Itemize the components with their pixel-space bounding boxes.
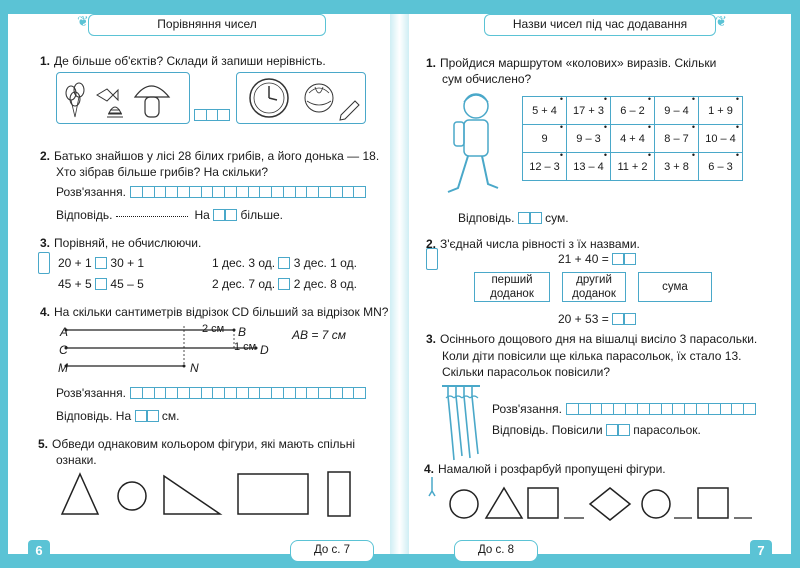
book-spine: [390, 14, 409, 554]
grid-cell[interactable]: 5 + 4 •: [523, 97, 567, 125]
reference-tab-right: До с. 8: [454, 540, 538, 562]
compare-box[interactable]: [95, 278, 107, 290]
grid-cell[interactable]: 10 – 4 •: [699, 125, 743, 153]
pencil-icon: [425, 476, 439, 498]
solution-label: Розв'язання.: [492, 402, 562, 416]
square-shape: [698, 488, 728, 518]
answer-box[interactable]: [624, 313, 636, 325]
solution-cells-task4[interactable]: [130, 387, 366, 399]
equation-2: 20 + 53 =: [558, 310, 636, 328]
grid-row: [523, 153, 743, 181]
tall-rectangle-shape: [328, 472, 350, 516]
grid-cell[interactable]: 6 – 2 •: [611, 97, 655, 125]
square-shape: [528, 488, 558, 518]
page-number-left: 6: [28, 540, 50, 562]
point-b: B: [238, 325, 247, 339]
right-page-title: ❦ Назви чисел під час додавання: [484, 14, 716, 36]
left-task3: 3. Порівняй, не обчислюючи.: [40, 236, 202, 250]
solution-cells-task3[interactable]: [566, 403, 756, 415]
solution-label: Розв'язання.: [56, 185, 126, 199]
right-task4: 4. Намалюй і розфарбуй пропущені фігури.: [424, 462, 666, 476]
left-task5-line2: ознаки.: [56, 453, 97, 467]
expressions-grid: [522, 96, 743, 181]
point-d: D: [260, 343, 269, 357]
grid-cell[interactable]: 12 – 3 •: [523, 153, 567, 181]
umbrellas-hanger-icon: [440, 382, 482, 462]
name-box-sum[interactable]: сума: [638, 272, 712, 302]
task-badge-icon: [426, 248, 438, 270]
reference-tab-left: До с. 7: [290, 540, 374, 562]
compare-box[interactable]: [95, 257, 107, 269]
grid-row: [523, 125, 743, 153]
left-task2-line2: Хто зібрав більше грибів? На скільки?: [56, 165, 269, 179]
right-triangle-shape: [164, 476, 220, 514]
grid-cell[interactable]: 6 – 3 •: [699, 153, 743, 181]
name-box-second-addend[interactable]: другий доданок: [562, 272, 626, 302]
scroll-ornament-icon: ❦: [77, 13, 89, 29]
triangle-shape: [486, 488, 522, 518]
grid-cell[interactable]: 9 – 3 •: [567, 125, 611, 153]
left-task4: 4. На скільки сантиметрів відрізок CD більший за відрізок MN?: [40, 305, 389, 319]
given-ab: AB = 7 см: [292, 328, 346, 342]
answer-box[interactable]: [530, 212, 542, 224]
picture-frame-right: [236, 72, 366, 124]
grid-cell[interactable]: 9 – 4 •: [655, 97, 699, 125]
segment-label-2cm: 2 см: [202, 323, 225, 335]
grid-cell[interactable]: 1 + 9 •: [699, 97, 743, 125]
right-task1-line1: 1. Пройдися маршрутом «колових» виразів. Скільки: [426, 56, 717, 70]
scroll-ornament-icon: ❦: [715, 13, 727, 29]
grid-cell[interactable]: 3 + 8 •: [655, 153, 699, 181]
right-task3-line1: 3. Осіннього дощового дня на вішалці висіло 3 парасольки.: [426, 332, 758, 346]
answer-box[interactable]: [612, 253, 624, 265]
shapes-row-right: [446, 482, 766, 522]
solution-cells-task2[interactable]: [130, 186, 366, 198]
page-number-right: 7: [750, 540, 772, 562]
inequality-cells-1[interactable]: [194, 109, 230, 121]
answer-box[interactable]: [147, 410, 159, 422]
point-n: N: [190, 361, 199, 375]
compare-box[interactable]: [278, 257, 290, 269]
grid-cell[interactable]: 13 – 4 •: [567, 153, 611, 181]
equation-1: 21 + 40 =: [558, 250, 636, 268]
compare-row-1: 20 + 1 30 + 1: [58, 256, 145, 270]
grid-cell[interactable]: 4 + 4 •: [611, 125, 655, 153]
left-task2-line1: 2. Батько знайшов у лісі 28 білих грибів, а його донька — 18.: [40, 149, 380, 163]
answer-box[interactable]: [606, 424, 618, 436]
clock-cabbage-pencil-icon: [237, 73, 367, 125]
diamond-shape: [590, 488, 630, 520]
rectangle-shape: [238, 474, 308, 514]
answer-blank[interactable]: [116, 216, 188, 217]
compare-box[interactable]: [278, 278, 290, 290]
answer-box[interactable]: [225, 209, 237, 221]
point-a: A: [60, 325, 69, 339]
left-task1: 1. Де більше об'єктів? Склади й запиши нерівність.: [40, 54, 326, 68]
point-c: C: [59, 343, 68, 357]
grid-cell[interactable]: 9 •: [523, 125, 567, 153]
task-badge-icon: [38, 252, 50, 274]
grid-row: [523, 97, 743, 125]
grid-cell[interactable]: 11 + 2 •: [611, 153, 655, 181]
answer-box[interactable]: [518, 212, 530, 224]
left-page-title: ❦ Порівняння чисел: [88, 14, 326, 36]
grid-cell[interactable]: 17 + 3 •: [567, 97, 611, 125]
segment-label-1cm: 1 см: [234, 341, 257, 353]
circle-shape: [642, 490, 670, 518]
picture-frame-left: [56, 72, 190, 124]
right-task1-answer: Відповідь. сум.: [458, 211, 569, 225]
left-task5-line1: 5. Обведи однаковим кольором фігури, які мають спільні: [38, 437, 356, 451]
shapes-row-left: [60, 470, 370, 520]
circle-shape: [118, 482, 146, 510]
right-task3-line2: Коли діти повісили ще кілька парасольок, їх стало 13.: [442, 349, 742, 363]
right-task3-answer: Відповідь. Повісили парасольок.: [492, 423, 701, 437]
answer-box[interactable]: [618, 424, 630, 436]
right-task1-line2: сум обчислено?: [442, 72, 532, 86]
right-task3-line3: Скільки парасольок повісили?: [442, 365, 610, 379]
compare-row-2: 45 + 5 45 – 5: [58, 277, 144, 291]
grid-cell[interactable]: 8 – 7 •: [655, 125, 699, 153]
point-m: M: [58, 361, 68, 375]
name-box-first-addend[interactable]: перший доданок: [474, 272, 550, 302]
compare-row-1b: 1 дес. 3 од. 3 дес. 1 од.: [212, 256, 357, 270]
left-task2-answer: Відповідь. На більше.: [56, 208, 283, 222]
compare-row-2b: 2 дес. 7 од. 2 дес. 8 од.: [212, 277, 357, 291]
answer-box[interactable]: [612, 313, 624, 325]
answer-box[interactable]: [213, 209, 225, 221]
right-task2: 2. З'єднай числа рівності з їх назвами.: [426, 237, 640, 251]
balloons-fish-mushroom-icon: [57, 73, 191, 125]
boy-illustration-icon: [440, 88, 510, 208]
circle-shape: [450, 490, 478, 518]
solution-label: Розв'язання.: [56, 386, 126, 400]
answer-box[interactable]: [624, 253, 636, 265]
answer-box[interactable]: [135, 410, 147, 422]
left-task4-answer: Відповідь. На см.: [56, 409, 180, 423]
triangle-shape: [62, 474, 98, 514]
